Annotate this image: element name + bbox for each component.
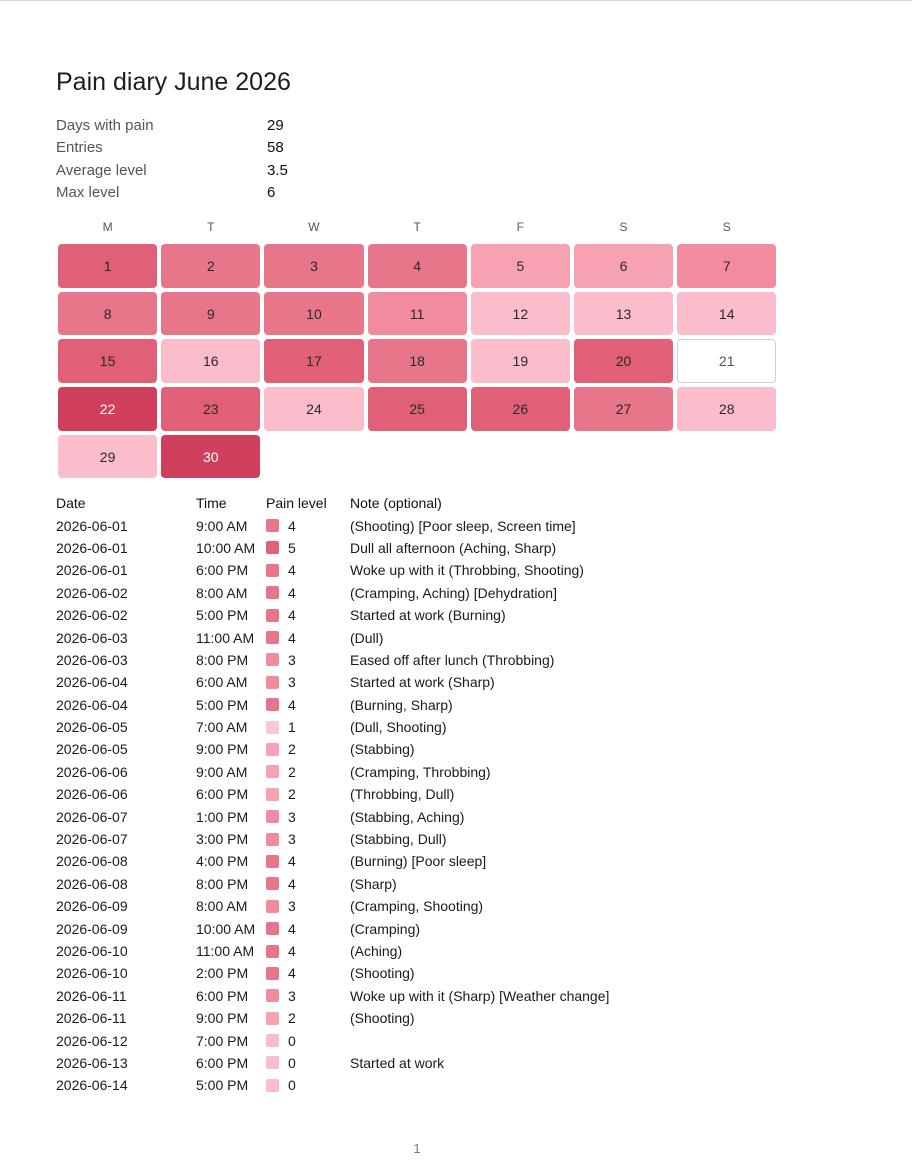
cell-date: 2026-06-11: [56, 987, 127, 1004]
calendar-weekday-header: [56, 220, 778, 234]
stat-label: Max level: [56, 184, 120, 202]
pain-level-value: 4: [288, 584, 296, 601]
pain-level-swatch: [266, 1034, 279, 1047]
cell-pain-level: [266, 809, 350, 825]
cell-time: 11:00 AM: [196, 943, 255, 959]
table-row: [56, 604, 609, 626]
cell-note: Started at work: [350, 1054, 445, 1071]
pain-level-value: 1: [288, 719, 296, 736]
cell-pain-level: [266, 876, 350, 892]
pain-level-swatch: [266, 743, 279, 756]
cell-pain-level: [266, 630, 350, 646]
cell-time: 5:00 PM: [196, 696, 249, 713]
cell-time: 8:00 PM: [196, 651, 249, 668]
cell-date: 2026-06-01: [56, 517, 128, 534]
header-time: Time: [196, 495, 227, 512]
cell-date: 2026-06-10: [56, 965, 128, 982]
cell-date: 2026-06-02: [56, 607, 128, 624]
calendar-day[interactable]: 28: [677, 387, 776, 431]
table-header: [56, 492, 609, 514]
table-row: [56, 738, 609, 760]
calendar-day[interactable]: 30: [161, 435, 260, 479]
cell-pain-level: [266, 1055, 350, 1071]
top-divider: [0, 0, 912, 1]
pain-level-swatch: [266, 788, 279, 801]
cell-pain-level: [266, 518, 350, 534]
pain-level-swatch: [266, 676, 279, 689]
cell-date: 2026-06-08: [56, 853, 128, 870]
cell-time: 5:00 PM: [196, 1077, 249, 1094]
calendar-day[interactable]: 14: [677, 292, 776, 336]
cell-pain-level: [266, 764, 350, 780]
cell-pain-level: [266, 674, 350, 690]
table-row: [56, 694, 609, 716]
cell-date: 2026-06-05: [56, 741, 128, 758]
cell-note: (Dull, Shooting): [350, 719, 447, 736]
table-row: [56, 873, 609, 895]
pain-level-swatch: [266, 721, 279, 734]
calendar-day[interactable]: 4: [368, 244, 467, 288]
pain-level-swatch: [266, 765, 279, 778]
cell-time: 10:00 AM: [196, 539, 256, 556]
entries-table: [56, 492, 609, 1097]
page-number: 1: [413, 1141, 421, 1156]
pain-level-value: 3: [288, 898, 296, 915]
calendar-day[interactable]: 13: [574, 292, 673, 336]
pain-level-value: 0: [288, 1032, 296, 1049]
pain-level-swatch: [266, 631, 279, 644]
calendar-day[interactable]: 27: [574, 387, 673, 431]
table-row: [56, 985, 609, 1007]
calendar-day[interactable]: 22: [58, 387, 157, 431]
cell-note: Dull all afternoon (Aching, Sharp): [350, 539, 557, 556]
pain-level-swatch: [266, 698, 279, 711]
table-row: [56, 761, 609, 783]
cell-time: 3:00 PM: [196, 831, 249, 848]
pain-level-swatch: [266, 810, 279, 823]
stat-label: Entries: [56, 139, 103, 157]
weekday-label: T: [207, 220, 215, 234]
cell-date: 2026-06-11: [56, 1010, 127, 1027]
cell-note: (Stabbing, Dull): [350, 831, 447, 848]
cell-pain-level: [266, 831, 350, 847]
weekday-label: M: [102, 220, 113, 234]
table-row: [56, 671, 609, 693]
cell-pain-level: [266, 921, 350, 937]
cell-date: 2026-06-12: [56, 1032, 128, 1049]
cell-date: 2026-06-07: [56, 831, 128, 848]
cell-date: 2026-06-09: [56, 920, 128, 937]
calendar-day[interactable]: 25: [368, 387, 467, 431]
calendar-day[interactable]: 29: [58, 435, 157, 479]
pain-level-swatch: [266, 1056, 279, 1069]
pain-level-swatch: [266, 1012, 279, 1025]
cell-note: Eased off after lunch (Throbbing): [350, 651, 555, 668]
weekday-label: S: [619, 220, 628, 234]
calendar-day[interactable]: 1: [58, 244, 157, 288]
cell-note: (Burning) [Poor sleep]: [350, 853, 487, 870]
pain-level-value: 3: [288, 651, 296, 668]
weekday-label: F: [516, 220, 525, 234]
pain-level-value: 4: [288, 607, 296, 624]
calendar-day[interactable]: 17: [264, 339, 363, 383]
pain-level-swatch: [266, 833, 279, 846]
cell-date: 2026-06-08: [56, 875, 128, 892]
cell-note: (Shooting): [350, 1010, 415, 1027]
cell-time: 8:00 PM: [196, 875, 249, 892]
stat-row: [56, 182, 288, 205]
cell-time: 7:00 PM: [196, 1032, 249, 1049]
calendar-day[interactable]: 8: [58, 292, 157, 336]
pain-level-swatch: [266, 653, 279, 666]
table-row: [56, 1007, 609, 1029]
pain-level-value: 4: [288, 517, 296, 534]
calendar-day[interactable]: 2: [161, 244, 260, 288]
cell-note: (Shooting) [Poor sleep, Screen time]: [350, 517, 576, 534]
cell-time: 6:00 PM: [196, 786, 249, 803]
pain-level-swatch: [266, 541, 279, 554]
cell-time: 9:00 PM: [196, 741, 249, 758]
table-row: [56, 514, 609, 536]
pain-level-value: 4: [288, 965, 296, 982]
calendar-day[interactable]: 21: [677, 339, 776, 383]
calendar-day[interactable]: 20: [574, 339, 673, 383]
table-row: [56, 783, 609, 805]
pain-level-swatch: [266, 989, 279, 1002]
pain-level-swatch: [266, 877, 279, 890]
weekday-label: S: [722, 220, 731, 234]
table-row: [56, 805, 609, 827]
table-row: [56, 582, 609, 604]
pain-level-swatch: [266, 922, 279, 935]
stat-value: 58: [267, 139, 284, 157]
pain-level-value: 4: [288, 853, 296, 870]
cell-time: 8:00 AM: [196, 898, 248, 915]
calendar-day[interactable]: 7: [677, 244, 776, 288]
cell-pain-level: [266, 741, 350, 757]
table-row: [56, 626, 609, 648]
header-pain-level: Pain level: [266, 495, 327, 512]
cell-pain-level: [266, 943, 350, 959]
cell-pain-level: [266, 1077, 350, 1093]
cell-note: (Cramping, Throbbing): [350, 763, 491, 780]
cell-date: 2026-06-03: [56, 629, 128, 646]
cell-time: 11:00 AM: [196, 629, 255, 646]
cell-date: 2026-06-14: [56, 1077, 128, 1094]
stat-label: Average level: [56, 161, 147, 179]
cell-time: 9:00 AM: [196, 517, 248, 534]
table-row: [56, 940, 609, 962]
pain-level-swatch: [266, 519, 279, 532]
table-row: [56, 1052, 609, 1074]
cell-date: 2026-06-05: [56, 719, 128, 736]
calendar-day[interactable]: 3: [264, 244, 363, 288]
cell-pain-level: [266, 898, 350, 914]
cell-time: 10:00 AM: [196, 920, 256, 937]
cell-pain-level: [266, 1033, 350, 1049]
weekday-label: W: [308, 220, 320, 234]
pain-level-value: 3: [288, 987, 296, 1004]
pain-level-swatch: [266, 900, 279, 913]
calendar-day[interactable]: 6: [574, 244, 673, 288]
table-row: [56, 1074, 609, 1096]
pain-level-value: 4: [288, 629, 296, 646]
cell-date: 2026-06-06: [56, 786, 128, 803]
stat-row: [56, 137, 288, 160]
cell-note: (Cramping, Shooting): [350, 898, 484, 915]
cell-pain-level: [266, 965, 350, 981]
cell-pain-level: [266, 562, 350, 578]
table-row: [56, 850, 609, 872]
summary-stats: [56, 114, 288, 204]
stat-row: [56, 159, 288, 182]
header-date: Date: [56, 495, 86, 512]
cell-pain-level: [266, 585, 350, 601]
weekday-label: T: [413, 220, 421, 234]
cell-date: 2026-06-09: [56, 898, 128, 915]
table-row: [56, 917, 609, 939]
cell-note: (Burning, Sharp): [350, 696, 453, 713]
cell-date: 2026-06-13: [56, 1054, 128, 1071]
pain-level-swatch: [266, 564, 279, 577]
cell-time: 2:00 PM: [196, 965, 249, 982]
table-row: [56, 537, 609, 559]
stat-row: [56, 114, 288, 137]
pain-level-swatch: [266, 855, 279, 868]
stat-value: 29: [267, 116, 284, 134]
cell-note: (Shooting): [350, 965, 415, 982]
pain-level-swatch: [266, 609, 279, 622]
pain-level-value: 0: [288, 1054, 296, 1071]
pain-level-value: 4: [288, 562, 296, 579]
page-title: Pain diary June 2026: [56, 68, 291, 96]
calendar-day[interactable]: 9: [161, 292, 260, 336]
calendar-day[interactable]: 16: [161, 339, 260, 383]
pain-level-value: 2: [288, 763, 296, 780]
cell-note: (Sharp): [350, 875, 397, 892]
cell-note: (Aching): [350, 943, 403, 959]
cell-date: 2026-06-02: [56, 584, 128, 601]
calendar-day[interactable]: 10: [264, 292, 363, 336]
cell-time: 9:00 PM: [196, 1010, 249, 1027]
cell-time: 9:00 AM: [196, 763, 248, 780]
pain-level-swatch: [266, 586, 279, 599]
pain-level-value: 3: [288, 831, 296, 848]
calendar-day[interactable]: 23: [161, 387, 260, 431]
pain-level-swatch: [266, 945, 279, 958]
pain-level-value: 4: [288, 696, 296, 713]
stat-value: 3.5: [267, 161, 288, 179]
calendar-day[interactable]: 18: [368, 339, 467, 383]
cell-date: 2026-06-06: [56, 763, 128, 780]
cell-note: Started at work (Sharp): [350, 674, 495, 691]
table-row: [56, 962, 609, 984]
table-row: [56, 649, 609, 671]
pain-level-value: 4: [288, 875, 296, 892]
cell-date: 2026-06-07: [56, 808, 128, 825]
cell-note: Woke up with it (Throbbing, Shooting): [350, 562, 584, 579]
pain-level-value: 5: [288, 539, 296, 556]
cell-time: 7:00 AM: [196, 719, 248, 736]
pain-level-value: 4: [288, 920, 296, 937]
cell-note: (Cramping, Aching) [Dehydration]: [350, 584, 557, 601]
calendar-day[interactable]: 11: [368, 292, 467, 336]
stat-value: 6: [267, 184, 276, 202]
cell-pain-level: [266, 697, 350, 713]
cell-date: 2026-06-01: [56, 562, 128, 579]
pain-level-value: 2: [288, 786, 296, 803]
cell-time: 6:00 PM: [196, 1054, 249, 1071]
pain-level-swatch: [266, 1079, 279, 1092]
table-row: [56, 828, 609, 850]
calendar-day[interactable]: 24: [264, 387, 363, 431]
cell-time: 6:00 AM: [196, 674, 248, 691]
cell-pain-level: [266, 853, 350, 869]
calendar-day[interactable]: 5: [471, 244, 570, 288]
cell-pain-level: [266, 540, 350, 556]
cell-pain-level: [266, 719, 350, 735]
table-row: [56, 559, 609, 581]
header-note: Note (optional): [350, 495, 442, 512]
cell-note: (Stabbing): [350, 741, 415, 758]
cell-pain-level: [266, 1010, 350, 1026]
calendar-day[interactable]: 26: [471, 387, 570, 431]
cell-time: 5:00 PM: [196, 607, 249, 624]
cell-date: 2026-06-03: [56, 651, 128, 668]
table-row: [56, 895, 609, 917]
cell-pain-level: [266, 786, 350, 802]
cell-date: 2026-06-04: [56, 674, 128, 691]
pain-level-value: 2: [288, 1010, 296, 1027]
cell-note: (Cramping): [350, 920, 421, 937]
cell-pain-level: [266, 988, 350, 1004]
pain-level-swatch: [266, 967, 279, 980]
cell-note: (Throbbing, Dull): [350, 786, 455, 803]
pain-level-value: 0: [288, 1077, 296, 1094]
calendar-day[interactable]: 15: [58, 339, 157, 383]
cell-note: Started at work (Burning): [350, 607, 506, 624]
cell-time: 8:00 AM: [196, 584, 248, 601]
cell-note: (Stabbing, Aching): [350, 808, 465, 825]
cell-date: 2026-06-04: [56, 696, 128, 713]
cell-pain-level: [266, 652, 350, 668]
cell-time: 6:00 PM: [196, 987, 249, 1004]
cell-time: 1:00 PM: [196, 808, 249, 825]
table-row: [56, 716, 609, 738]
calendar-day[interactable]: 12: [471, 292, 570, 336]
stat-label: Days with pain: [56, 116, 154, 134]
calendar-grid: [56, 242, 778, 480]
cell-note: Woke up with it (Sharp) [Weather change]: [350, 987, 610, 1004]
pain-level-value: 3: [288, 808, 296, 825]
cell-pain-level: [266, 607, 350, 623]
calendar-day[interactable]: 19: [471, 339, 570, 383]
cell-time: 4:00 PM: [196, 853, 249, 870]
cell-time: 6:00 PM: [196, 562, 249, 579]
pain-level-value: 2: [288, 741, 296, 758]
table-row: [56, 1029, 609, 1051]
pain-level-value: 3: [288, 674, 296, 691]
cell-date: 2026-06-10: [56, 943, 128, 959]
cell-date: 2026-06-01: [56, 539, 128, 556]
cell-note: (Dull): [350, 629, 384, 646]
pain-level-value: 4: [288, 943, 296, 959]
